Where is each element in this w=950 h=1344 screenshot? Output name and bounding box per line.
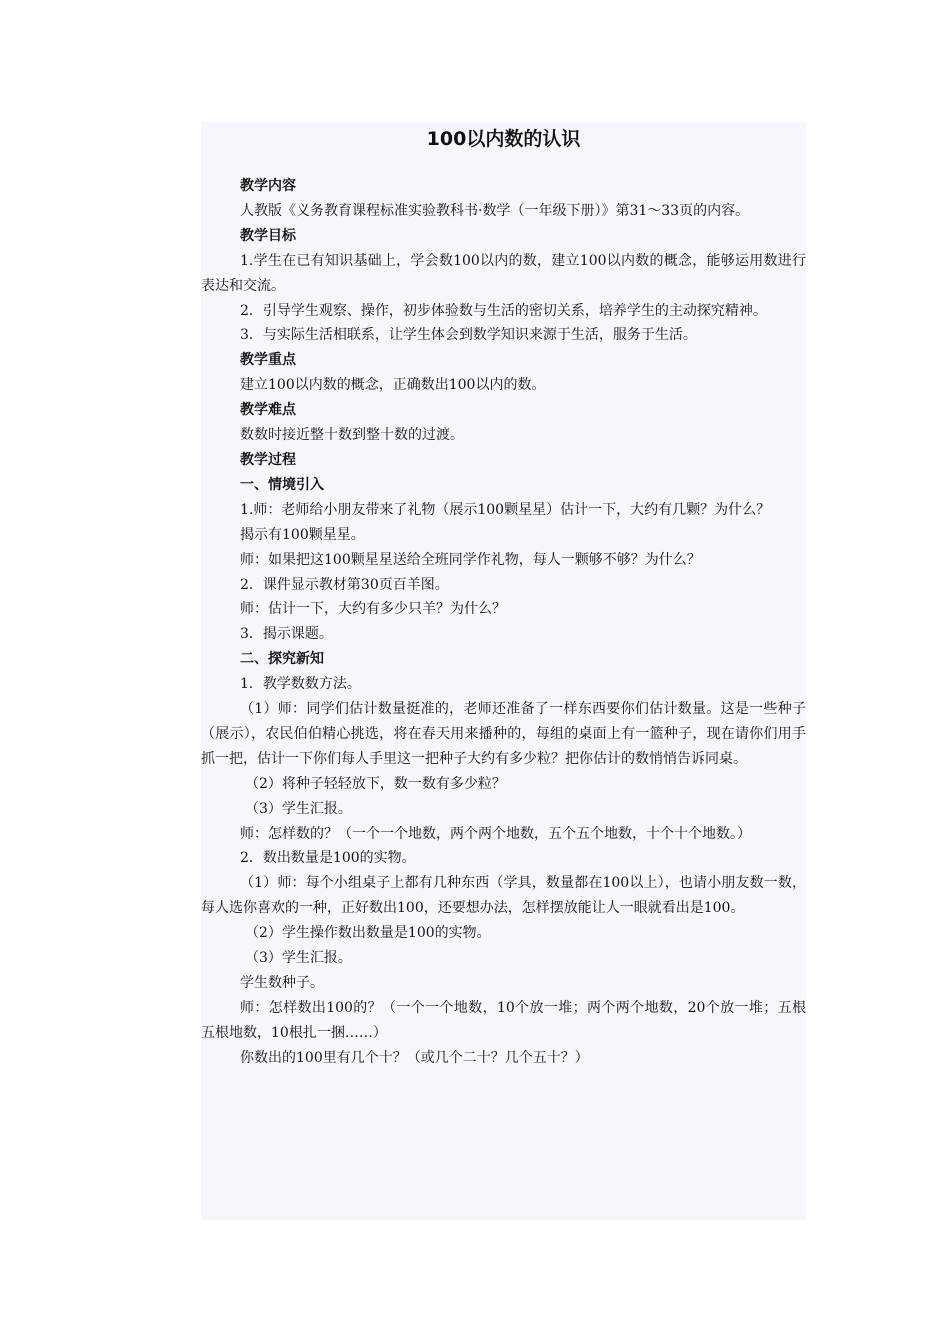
- paragraph: 3．与实际生活相联系，让学生体会到数学知识来源于生活，服务于生活。: [240, 327, 697, 344]
- section-heading: 教学过程: [240, 451, 296, 468]
- paragraph: （2）将种子轻轻放下，数一数有多少粒？: [245, 775, 506, 792]
- paragraph: （3）学生汇报。: [245, 800, 352, 817]
- paragraph: 师：如果把这100颗星星送给全班同学作礼物，每人一颗够不够？为什么？: [240, 551, 701, 568]
- section-heading: 二、探究新知: [240, 651, 324, 668]
- section-heading: 教学难点: [240, 402, 296, 419]
- paragraph: 建立100以内数的概念，正确数出100以内的数。: [240, 377, 546, 394]
- paragraph: （1）师：每个小组桌子上都有几种东西（学具，数量都在100以上），也请小朋友数一数，每人选你喜欢的一种，正好数出100，还要想办法，怎样摆放能让人一眼就看出是100。: [201, 875, 806, 917]
- paragraph: 师：怎样数出100的？（一个一个地数，10个放一堆；两个两个地数，20个放一堆；五根五根地数，10根扎一捆……）: [201, 999, 806, 1041]
- paragraph: 1.师：老师给小朋友带来了礼物（展示100颗星星）估计一下，大约有几颗？为什么？: [240, 501, 771, 518]
- paragraph: 师：怎样数的？（一个一个地数，两个两个地数，五个五个地数，十个十个地数。）: [240, 825, 751, 842]
- document-body: [201, 174, 806, 1071]
- paragraph: 2．课件显示教材第30页百羊图。: [240, 576, 449, 593]
- paragraph: （2）学生操作数出数量是100的实物。: [245, 925, 491, 942]
- paragraph: 你数出的100里有几个十？（或几个二十？几个五十？）: [240, 1049, 589, 1066]
- paragraph: 数数时接近整十数到整十数的过渡。: [240, 427, 464, 444]
- paragraph: 2．引导学生观察、操作，初步体验数与生活的密切关系，培养学生的主动探究精神。: [240, 302, 767, 319]
- paragraph: （3）学生汇报。: [245, 950, 352, 967]
- section-heading: 教学内容: [240, 178, 296, 194]
- paragraph: 揭示有100颗星星。: [240, 526, 365, 543]
- section-heading: 一、情境引入: [240, 476, 324, 493]
- paragraph: 2．数出数量是100的实物。: [240, 850, 416, 867]
- paragraph: 学生数种子。: [240, 975, 324, 991]
- paragraph: （1）师：同学们估计数量挺准的，老师还准备了一样东西要你们估计数量。这是一些种子（展示），农民伯伯精心挑选，将在春天用来播种的，每组的桌面上有一篮种子，现在请你们用手抓一把，估计一下你们每人手里这一把种子大约有多少粒？把你估计的数悄悄告诉同桌。: [201, 701, 806, 767]
- paragraph: 人教版《义务教育课程标准实验教科书·数学（一年级下册）》第31～33页的内容。: [240, 202, 750, 219]
- document-title: 100以内数的认识: [426, 128, 581, 150]
- paragraph: 3．揭示课题。: [240, 626, 333, 643]
- section-heading: 教学重点: [240, 352, 296, 369]
- document-page: [201, 122, 806, 1220]
- section-heading: 教学目标: [240, 227, 296, 244]
- paragraph: 1．教学数数方法。: [240, 676, 361, 693]
- paragraph: 1.学生在已有知识基础上，学会数100以内的数，建立100以内数的概念，能够运用数进行表达和交流。: [201, 252, 806, 294]
- paragraph: 师：估计一下，大约有多少只羊？为什么？: [240, 601, 506, 618]
